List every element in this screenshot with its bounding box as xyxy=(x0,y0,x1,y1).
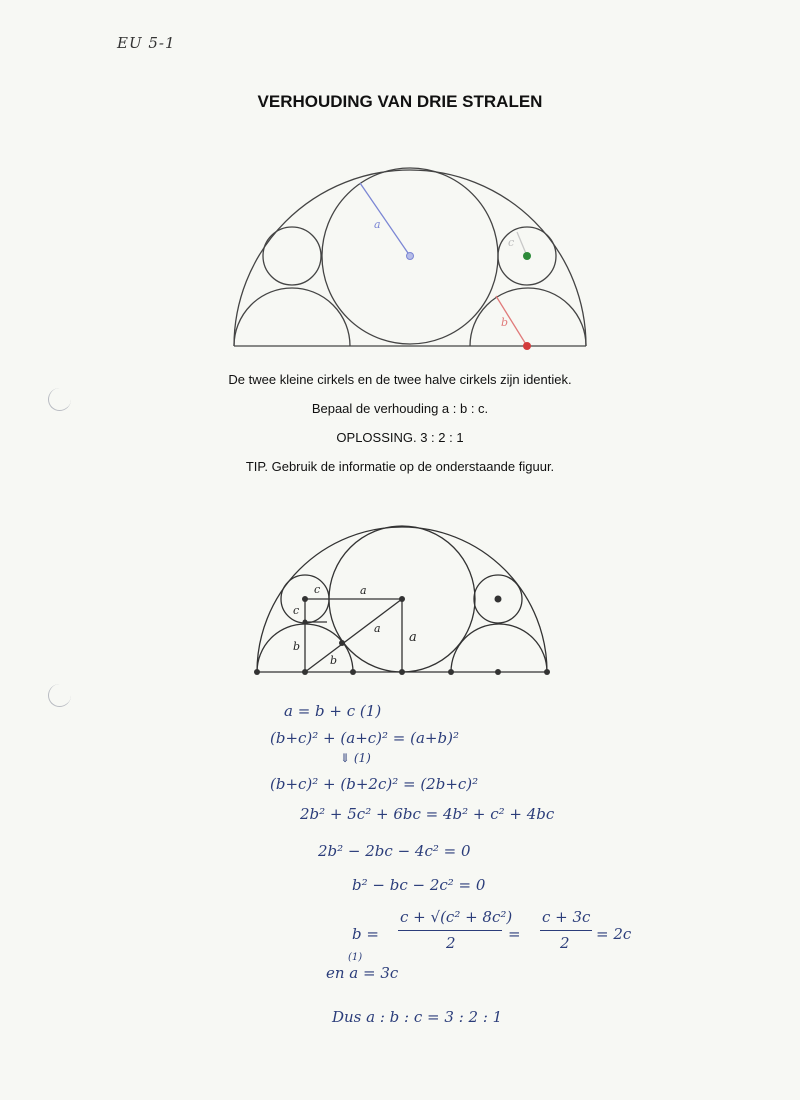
label-b: b xyxy=(501,316,509,329)
work-line-1: a = b + c (1) xyxy=(284,702,382,720)
hint-right-half-circle xyxy=(451,624,547,672)
work-fraction-1-bar xyxy=(398,930,502,931)
hint-label-c-left: c xyxy=(293,604,300,617)
label-c: c xyxy=(508,236,515,249)
work-result-2c: = 2c xyxy=(596,925,632,943)
label-a: a xyxy=(374,218,381,231)
page-title: VERHOUDING VAN DRIE STRALEN xyxy=(257,92,543,111)
work-line-2: (b+c)² + (a+c)² = (a+b)² xyxy=(270,729,459,747)
work-ref-1: (1) xyxy=(348,952,363,963)
hint-label-c-top: c xyxy=(314,583,321,596)
tip-text: TIP. Gebruik de informatie op de onderstaande figuur. xyxy=(245,459,555,474)
work-line-a-equals: en a = 3c xyxy=(326,964,399,982)
hint-label-a-vert: a xyxy=(409,630,417,645)
hint-label-b-left: b xyxy=(293,640,301,653)
work-equals-2: = xyxy=(508,925,521,943)
question-text: Bepaal de verhouding a : b : c. xyxy=(311,401,489,416)
hint-label-a-diag: a xyxy=(374,622,381,635)
work-fraction-1-den: 2 xyxy=(446,934,456,952)
solution-text: OPLOSSING. 3 : 2 : 1 xyxy=(336,430,464,445)
work-conclusion: Dus a : b : c = 3 : 2 : 1 xyxy=(332,1008,503,1026)
work-fraction-2-bar xyxy=(540,930,592,931)
work-fraction-1-num: c + √(c² + 8c²) xyxy=(400,908,513,926)
statement-text: De twee kleine cirkels en de twee halve cirkels zijn identiek. xyxy=(228,372,572,387)
work-line-6: 2b² − 2bc − 4c² = 0 xyxy=(318,842,471,860)
work-fraction-2-num: c + 3c xyxy=(542,908,591,926)
hint-label-a-top: a xyxy=(360,584,367,597)
work-line-4: (b+c)² + (b+2c)² = (2b+c)² xyxy=(270,775,479,793)
corner-note: EU 5-1 xyxy=(117,34,176,52)
work-b-equals: b = xyxy=(352,925,379,943)
work-line-3: ⇓ (1) xyxy=(340,751,371,765)
work-line-7: b² − bc − 2c² = 0 xyxy=(352,876,486,894)
work-fraction-2-den: 2 xyxy=(560,934,570,952)
punch-hole-mark xyxy=(48,388,71,411)
hint-label-b-diag: b xyxy=(330,654,338,667)
work-line-5: 2b² + 5c² + 6bc = 4b² + c² + 4bc xyxy=(300,805,555,823)
punch-hole-mark xyxy=(48,684,71,707)
hint-diagonal xyxy=(305,599,402,672)
